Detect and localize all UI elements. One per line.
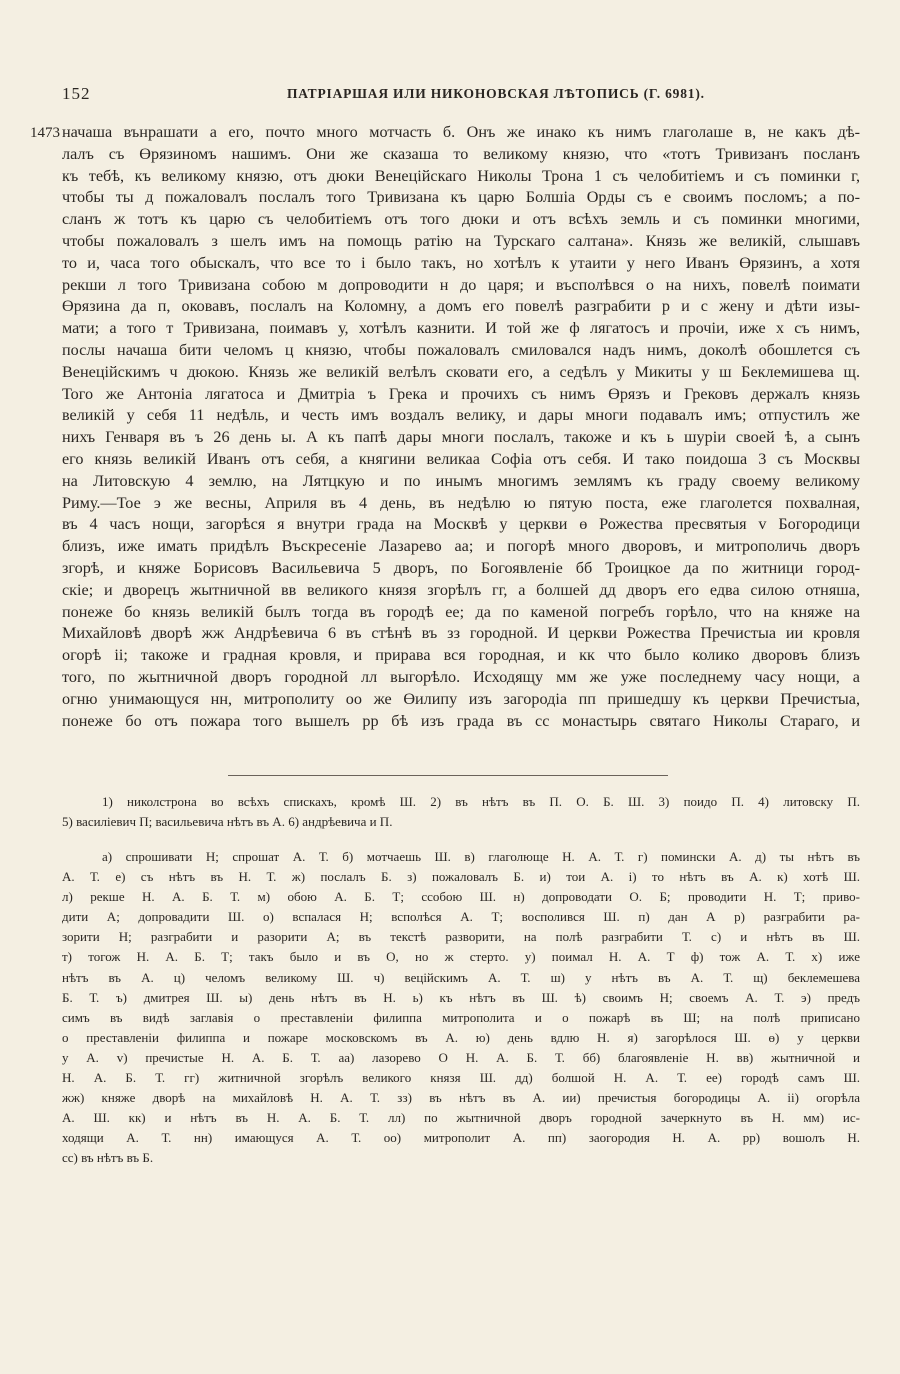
text-line: мати; а того т Тривизана, поимавъ у, хотѣлъ казнити. И той же ф лягатосъ и прочіи, иже х съ нимъ, xyxy=(62,319,860,338)
main-text xyxy=(62,122,860,732)
variant-line: жж) княже дворѣ на михайловѣ Н. А. Т. зз) въ нѣтъ въ А. ии) пречистыя богородицы А. іі) огорѣла xyxy=(62,1090,860,1106)
page-number: 152 xyxy=(62,84,91,103)
text-line: чтобы пожаловалъ з шелъ имъ на помощь ратiю на Турскаго салтана». Князь же великій, слышавъ xyxy=(62,231,860,250)
variant-line: Б. Т. ъ) дмитрея Ш. ы) день нѣтъ въ Н. ь) къ нѣтъ въ Ш. ѣ) своимъ Н; своемъ А. Т. э) предъ xyxy=(62,989,860,1005)
text-line: его князь великій Иванъ отъ себя, а княгини великаа Софіа отъ себя. И тако поидоша 3 съ Москвы xyxy=(62,449,860,468)
variant-line: дити А; допровадити Ш. о) вспалася Н; всполѣся А. Т; восполився Ш. п) дан А р) разграбити ра- xyxy=(62,909,860,925)
text-line: Өрязина да п, оковавъ, послалъ на Коломну, а домъ его повелѣ разграбити р и с жену и дѣти изы- xyxy=(62,297,860,316)
text-line: къ тебѣ, къ великому князю, отъ дюки Венеційскаго Николы Трона 1 съ челобитіемъ и съ поминки г, xyxy=(62,166,860,185)
text-line: на Литовскую 4 землю, на Лятцкую и по инымъ многимъ землямъ къ граду своему великому xyxy=(62,471,860,490)
variant-line: А. Ш. кк) и нѣтъ въ Н. А. Б. Т. лл) по жытничной дворъ городной зачеркнуто въ Н. мм) ис- xyxy=(62,1110,860,1126)
variant-line: т) тогож Н. А. Б. Т; такъ было и въ О, но ж стерто. у) поимал Н. А. Т ф) тож А. Т. х) иже xyxy=(62,949,860,965)
variant-line: л) рекше Н. А. Б. Т. м) обою А. Б. Т; ссобою Ш. н) допроводати О. Б; проводити Н. Т; приво- xyxy=(62,889,860,905)
text-line: въ 4 часъ нощи, загорѣся я внутри града на Москвѣ у церкви ө Рожества пресвятыя v Богородици xyxy=(62,515,860,534)
footnote-line: 1) николстрона во всѣхъ спискахъ, кромѣ Ш. 2) въ нѣтъ въ П. О. Б. Ш. 3) поидо П. 4) литовску П. xyxy=(102,794,860,809)
numbered-footnotes xyxy=(62,792,860,832)
text-line: понеже бо князь великій былъ тогда въ городѣ ее; да по каменой погребъ горѣло, что на княже на xyxy=(62,602,860,621)
page-header xyxy=(62,84,862,108)
variant-line: ходящи А. Т. нн) имающуся А. Т. оо) митрополит А. пп) заогородия Н. А. рр) вошолъ Н. xyxy=(62,1130,860,1146)
variant-line: о преставленіи филиппа и пожаре московскомъ въ А. ю) день вдлю Н. я) загорѣлося Ш. ө) у церкви xyxy=(62,1029,860,1045)
text-line: чтобы ты д пожаловалъ послалъ того Тривизана къ царю Болшiа Орды съ е своимъ посломъ; а по- xyxy=(62,188,860,207)
text-line: великій у себя 11 недѣль, и честь имъ воздалъ велику, и дары многи подавалъ имъ; отпустилъ же xyxy=(62,406,860,425)
variant-line: Н. А. Б. Т. гг) житничной згорѣлъ великого князя Ш. дд) болшой Н. А. Т. ее) городѣ самъ Ш. xyxy=(62,1070,860,1086)
footnote-divider xyxy=(228,775,668,776)
variant-line: у А. v) пречистые Н. А. Б. Т. аа) лазорево О Н. А. Б. Т. бб) благоявленіе Н. вв) жытничной и xyxy=(62,1049,860,1065)
variant-line: нѣтъ въ А. ц) челомъ великому Ш. ч) веційскимъ А. Т. ш) у нѣтъ въ А. Т. щ) беклемешева xyxy=(62,969,860,985)
text-line: скіе; и дворецъ жытничной вв великого князя згорѣлъ гг, а болшей дд дворъ его едва силою отняша, xyxy=(62,580,860,599)
text-line: Риму.—Тое э же весны, Априля въ 4 день, въ недѣлю ю пятую поста, еже глаголется похвалная, xyxy=(62,493,860,512)
variant-line: сс) въ нѣтъ въ Б. xyxy=(62,1150,154,1166)
text-line: рекши л того Тривизана собою м допроводити н до царя; и въсполѣвся о на нихъ, повелѣ поимати xyxy=(62,275,860,294)
variant-line: А. Т. е) съ нѣтъ въ Н. Т. ж) послалъ Б. з) пожаловалъ Б. и) тои А. і) то нѣтъ въ А. к) хотѣ Ш. xyxy=(62,869,860,885)
text-line: начаша вънрашати а его, почто много мотчасть б. Онъ же инако къ нимъ глаголаше в, не какъ дѣ- xyxy=(62,123,860,141)
variant-readings xyxy=(62,847,860,1169)
variant-line: а) спрошивати Н; спрошат А. Т. б) мотчаешь Ш. в) глаголюще Н. А. Т. г) помински А. д) ты нѣтъ въ xyxy=(102,849,860,864)
text-line: того, по жытничной дворъ городной лл выгорѣло. Исходящу мм же уже последнему часу нощи, а xyxy=(62,667,860,686)
text-line: лалъ съ Өрязиномъ нашимъ. Они же сказаша то великому князю, что «тотъ Тривизанъ посланъ xyxy=(62,144,860,163)
text-line: близъ, иже имать придѣлъ Въскресеніе Лазарево аа; и погорѣ много дворовъ, и митрополичь дворъ xyxy=(62,537,860,556)
text-line: сланъ ж тотъ къ царю съ челобитіемъ отъ того дюки и отъ всѣхъ земль и съ поминки многими, xyxy=(62,210,860,229)
variant-line: симъ въ видѣ заглавія о преставленіи филиппа митрополита и о пожарѣ въ Ш; на полѣ приписано xyxy=(62,1009,860,1025)
text-line: огорѣ іі; такоже и градная кровля, и прирава вся городная, и кк что было колико дворовъ близъ xyxy=(62,646,860,665)
running-title: ПАТРІАРШАЯ ИЛИ НИКОНОВСКАЯ ЛѢТОПИСЬ (Г. 6981). xyxy=(287,86,705,101)
text-line: Того же Антоніа лягатоса и Дмитріа ъ Грека и прочихъ съ нимъ Өрязъ и Грековъ держалъ князь xyxy=(62,384,860,403)
text-line: послы начаша бити челомъ ц князю, чтобы пожаловалъ смиловался надъ нимъ, доколѣ обошлется съ xyxy=(62,340,860,359)
text-line: нихъ Генваря въ ъ 26 день ы. А къ папѣ дары многи послалъ, такоже и къ ь шуріи своей ѣ, а сынъ xyxy=(62,428,860,447)
text-line: огню унимающуся нн, митрополиту оо же Өилипу изъ загородіа пп пришедшу къ церкви Пречистыа, xyxy=(62,689,860,708)
text-line: понеже бо отъ пожара того вышелъ рр бѣ изъ града въ сс монастырь святаго Николы Стараго, и xyxy=(62,711,860,730)
variant-line: зорити Н; разграбити и разорити А; въ текстѣ разворити, на полѣ разграбити Т. с) и нѣтъ въ Ш. xyxy=(62,929,860,945)
text-line: то и, часа того обыскалъ, что все то і было такъ, но хотѣлъ к утаити у него Иванъ Өрязинъ, а хотя xyxy=(62,253,860,272)
text-line: Венецiйскимъ ч дюкою. Князь же великій велѣлъ сковати его, а седѣлъ у Микиты у ш Беклемишева щ. xyxy=(62,362,860,381)
year-margin-note: 1473 xyxy=(30,125,60,141)
text-line: згорѣ, и княже Борисовъ Васильевича 5 дворъ, по Богоявленіе бб Троицкое да по житници город- xyxy=(62,558,860,577)
text-line: Михайловѣ дворѣ жж Андрѣевича 6 въ стѣнѣ въ зз городной. И церкви Рожества Пречистыа ии кровля xyxy=(62,624,860,643)
footnote-line: 5) василіевич П; васильевича нѣтъ въ А. 6) андрѣевича и П. xyxy=(62,814,393,829)
